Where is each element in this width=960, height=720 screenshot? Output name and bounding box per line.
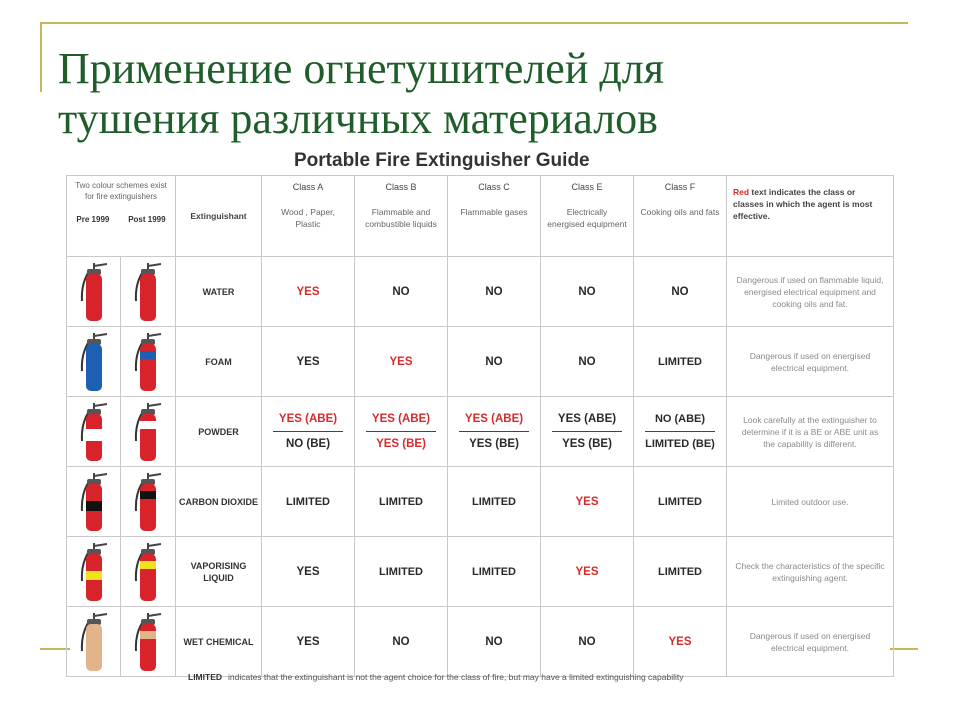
value-top: NO (ABE) (645, 413, 715, 432)
value-cell: NO (541, 327, 634, 397)
value-cell: LIMITED (634, 467, 727, 537)
value-cell: NO (448, 327, 541, 397)
row-water (67, 257, 894, 327)
decorative-top-line (40, 22, 908, 24)
value-cell: NO (634, 257, 727, 327)
value-bottom: LIMITED (BE) (645, 438, 715, 450)
row-foam (67, 327, 894, 397)
class-desc: Flammable and combustible liquids (365, 207, 437, 229)
value-cell (634, 397, 727, 467)
value-top: YES (ABE) (273, 413, 343, 432)
row-carbon-dioxide (67, 467, 894, 537)
value-cell: YES (541, 537, 634, 607)
value-cell: YES (262, 257, 355, 327)
row-note: Look carefully at the extinguisher to determine if it is a BE or ABE unit as the capability is different. (727, 397, 894, 467)
class-desc: Electrically energised equipment (547, 207, 627, 229)
value-bottom: NO (BE) (285, 438, 331, 450)
colour-schemes-header (67, 176, 176, 257)
value-cell: NO (541, 607, 634, 677)
agent-label: FOAM (176, 327, 262, 397)
class-name: Class B (385, 182, 417, 192)
value-cell (541, 397, 634, 467)
value-cell: YES (541, 467, 634, 537)
value-cell: YES (355, 327, 448, 397)
value-cell: YES (262, 537, 355, 607)
value-cell: YES (262, 327, 355, 397)
extinguisher-icon-pre-foam (67, 327, 121, 397)
extinguisher-guide-table (66, 175, 894, 677)
extinguisher-icon-pre-water (67, 257, 121, 327)
slide-title-line-2: тушения различных материалов (58, 94, 658, 143)
row-note: Check the characteristics of the specific extinguishing agent. (727, 537, 894, 607)
value-cell: NO (355, 607, 448, 677)
value-cell (355, 397, 448, 467)
class-desc: Wood , Paper, Plastic (281, 207, 335, 229)
slide-title-line-1: Применение огнетушителей для (58, 44, 664, 93)
footnote (188, 672, 684, 682)
post-1999-label: Post 1999 (128, 215, 166, 224)
value-top: YES (ABE) (552, 413, 622, 432)
value-cell: LIMITED (634, 327, 727, 397)
agent-label: WATER (176, 257, 262, 327)
row-note: Limited outdoor use. (727, 467, 894, 537)
row-wet-chemical (67, 607, 894, 677)
extinguisher-icon-post-foam (121, 327, 176, 397)
class-c-header (448, 176, 541, 257)
value-bottom: YES (BE) (562, 438, 612, 450)
slide-title (58, 44, 918, 152)
legend-text: text indicates the class or classes in which the agent is most effective. (733, 187, 873, 221)
decorative-bottom-right-line (890, 648, 918, 650)
agent-label: WET CHEMICAL (176, 607, 262, 677)
row-note: Dangerous if used on flammable liquid, energised electrical equipment and cooking oils and fat. (727, 257, 894, 327)
guide-title: Portable Fire Extinguisher Guide (290, 150, 594, 172)
class-name: Class A (292, 182, 324, 192)
pre-1999-label: Pre 1999 (76, 215, 110, 224)
legend-note (727, 176, 894, 257)
value-cell: NO (448, 257, 541, 327)
row-vaporising-liquid (67, 537, 894, 607)
value-cell: LIMITED (355, 537, 448, 607)
extinguisher-icon-post-powder (121, 397, 176, 467)
extinguisher-icon-post-wet-chemical (121, 607, 176, 677)
class-desc: Flammable gases (460, 207, 528, 217)
extinguisher-icon-pre-vaporising (67, 537, 121, 607)
value-cell: NO (448, 607, 541, 677)
value-cell: YES (262, 607, 355, 677)
schemes-note: Two colour schemes exist for fire extinguishers (75, 181, 167, 201)
header-row (67, 176, 894, 257)
extinguishant-header: Extinguishant (176, 176, 262, 257)
row-powder (67, 397, 894, 467)
extinguisher-icon-post-water (121, 257, 176, 327)
class-f-header (634, 176, 727, 257)
value-cell: NO (355, 257, 448, 327)
legend-red-word: Red (733, 187, 750, 197)
row-note: Dangerous if used on energised electrical equipment. (727, 607, 894, 677)
agent-label: POWDER (176, 397, 262, 467)
footnote-term: LIMITED (188, 672, 222, 682)
value-cell (262, 397, 355, 467)
extinguisher-icon-post-vaporising (121, 537, 176, 607)
value-cell: LIMITED (634, 537, 727, 607)
value-bottom: YES (BE) (376, 438, 426, 450)
agent-label: VAPORISING LIQUID (176, 537, 262, 607)
value-cell: LIMITED (262, 467, 355, 537)
value-cell: NO (541, 257, 634, 327)
decorative-left-line (40, 22, 42, 92)
value-top: YES (ABE) (459, 413, 529, 432)
value-cell (448, 397, 541, 467)
value-cell: YES (634, 607, 727, 677)
value-bottom: YES (BE) (469, 438, 519, 450)
extinguisher-icon-pre-powder (67, 397, 121, 467)
class-name: Class C (478, 182, 510, 192)
agent-label: CARBON DIOXIDE (176, 467, 262, 537)
extinguisher-icon-post-co2 (121, 467, 176, 537)
value-cell: LIMITED (448, 467, 541, 537)
footnote-text: indicates that the extinguishant is not the agent choice for the class of fire, but may have a limited extinguishing capability (228, 672, 684, 682)
class-name: Class E (571, 182, 603, 192)
class-desc: Cooking oils and fats (640, 207, 720, 217)
value-cell: LIMITED (448, 537, 541, 607)
extinguisher-icon-pre-wet-chemical (67, 607, 121, 677)
class-name: Class F (664, 182, 696, 192)
row-note: Dangerous if used on energised electrical equipment. (727, 327, 894, 397)
value-cell: LIMITED (355, 467, 448, 537)
extinguisher-icon-pre-co2 (67, 467, 121, 537)
class-b-header (355, 176, 448, 257)
value-top: YES (ABE) (366, 413, 436, 432)
class-a-header (262, 176, 355, 257)
class-e-header (541, 176, 634, 257)
